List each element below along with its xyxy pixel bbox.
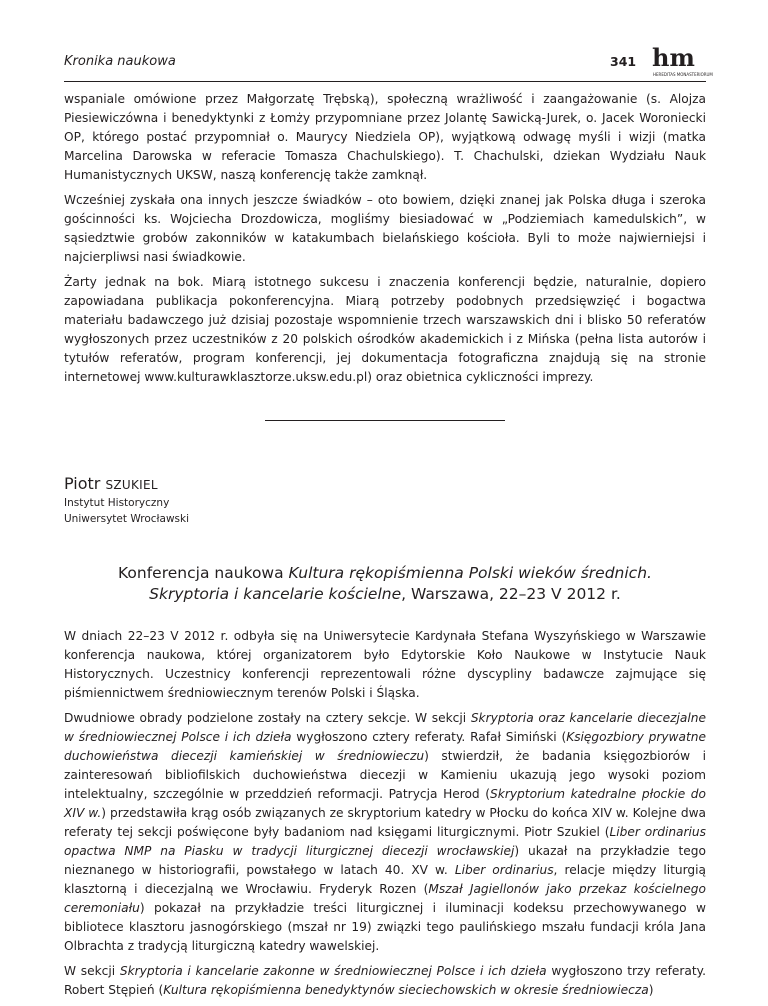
paragraph: Żarty jednak na bok. Miarą istotnego sukcesu i znaczenia konferencji będzie, naturalnie, dopiero zapowiadana publikacja pokonferencyjna. Miarą potrzeby podobnych przedsięwzięć i bogactwa materiału badawczego już dzisiaj pozostaje wspomnienie trzech warszawskich dni i blisko 50 referatów wygłoszonych przez uczestników z 20 polskich ośrodków akademickich i z Mińska (pełna lista autorów i tytułów referatów, program konferencji, jej dokumentacja fotograficzna znajdują się na stronie internetowej www.kulturawklasztorze.uksw.edu.pl) oraz obietnica cykliczności imprezy.	[64, 275, 706, 384]
paragraph: W sekcji Skryptoria i kancelarie zakonne w średniowiecznej Polsce i ich dzieła wygłoszono trzy referaty. Robert Stępień (Kultura rękopiśmienna benedyktynów sieciechowskich w okresie średniowiecza)	[64, 964, 706, 997]
article-title: Konferencja naukowa Kultura rękopiśmienna Polski wieków średnich. Skryptoria i kancelarie kościelne, Warszawa, 22–23 V 2012 r.	[118, 564, 652, 603]
header-rule	[64, 81, 706, 82]
affiliation-line: Instytut Historyczny	[64, 497, 170, 509]
logo-subtext: HEREDITAS MONASTERIORUM	[653, 72, 713, 77]
page-number: 341	[610, 54, 637, 69]
affiliation-line: Uniwersytet Wrocławski	[64, 513, 190, 525]
paragraph: Wcześniej zyskała ona innych jeszcze świadków – oto bowiem, dzięki znanej jak Polska długa i szeroka gościnności ks. Wojciecha Drozdowicza, mogliśmy biesiadować w „Podziemiach kamedulskich”, w sąsiedztwie grobów zakonników w katakumbach bielańskiego kościoła. Byli to może najwierniejsi i najcierpliwsi nasi świadkowie.	[64, 193, 706, 264]
main-content	[64, 90, 706, 1006]
running-title: Kronika naukowa	[64, 54, 176, 69]
author-first-name: Piotr	[64, 474, 101, 493]
author-last-name: SZUKIEL	[105, 478, 158, 492]
author-name	[64, 474, 706, 495]
paragraph: Dwudniowe obrady podzielone zostały na cztery sekcje. W sekcji Skryptoria oraz kancelarie diecezjalne w średniowiecznej Polsce i ich dzieła wygłoszono cztery referaty. Rafał Simiński (Księgozbiory prywatne duchowieństwa diecezji kamieńskiej w średniowieczu) stwierdził, że badania księgozbiorów i zainteresowań bibliofilskich duchowieństwa diecezji w Kamieniu ukazują jego wysoki poziom intelektualny, szczególnie w przeddzień reformacji. Patrycja Herod (Skryptorium katedralne płockie do XIV w.) przedstawiła krąg osób związanych ze skryptorium katedry w Płocku do końca XIV w. Kolejne dwa referaty tej sekcji poświęcone były badaniom nad księgami liturgicznymi. Piotr Szukiel (Liber ordinarius opactwa NMP na Piasku w tradycji liturgicznej diecezji wrocławskiej) ukazał na przykładzie tego nieznanego w historiografii, powstałego w latach 40. XV w. Liber ordinarius, relacje między liturgią klasztorną i diecezjalną we Wrocławiu. Fryderyk Rozen (Mszał Jagiellonów jako przekaz kościelnego ceremoniału) pokazał na przykładzie treści liturgicznej i iluminacji kodeksu przechowywanego w bibliotece klasztoru jasnogórskiego (mszał nr 19) związki tego paulińskiego mszału fundacji króla Jana Olbrachta z tradycją liturgiczną katedry wawelskiej.	[64, 711, 707, 953]
paragraph: W dniach 22–23 V 2012 r. odbyła się na Uniwersytecie Kardynała Stefana Wyszyńskiego w Warszawie konferencja naukowa, której organizatorem było Edytorskie Koło Naukowe w Instytucie Nauk Historycznych. Uczestnicy konferencji reprezentowali różne dyscypliny badawcze zajmujące się piśmiennictwem średniowiecznym terenów Polski i Śląska.	[64, 629, 706, 700]
paragraph: wspaniale omówione przez Małgorzatę Trębską), społeczną wrażliwość i zaangażowanie (s. Alojza Piesiewiczówna i benedyktynki z Łomży przypomniane przez Jolantę Sawicką-Jurek, o. Jacek Woroniecki OP, którego postać przypomniał o. Maurycy Niedziela OP), wyjątkową odwagę myśli i wizji (matka Marcelina Darowska w referacie Tomasza Chachulskiego). T. Chachulski, dziekan Wydziału Nauk Humanistycznych UKSW, naszą konferencję także zamknął.	[64, 92, 706, 182]
hm-logo-icon	[650, 43, 713, 80]
section-separator	[265, 420, 505, 421]
logo-text: hm	[652, 43, 695, 72]
